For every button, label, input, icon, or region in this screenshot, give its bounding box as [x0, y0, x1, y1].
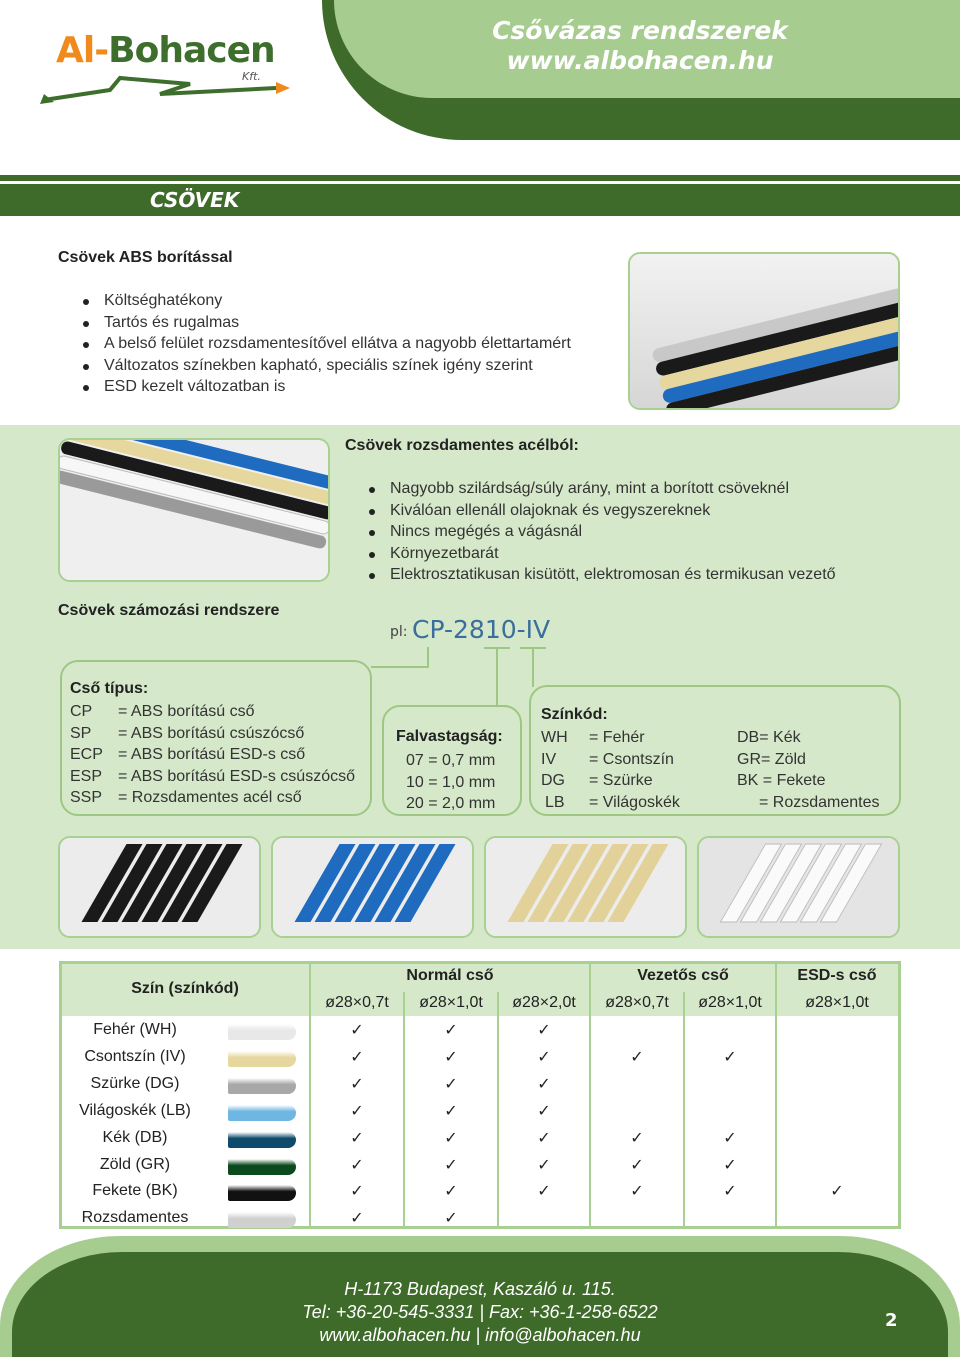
check-mark-icon: ✓ — [537, 1100, 551, 1120]
table-subcol-header: ø28×0,7t — [605, 994, 669, 1011]
check-mark-icon: ✓ — [537, 1046, 551, 1066]
table-divider — [497, 992, 499, 1226]
footer-web[interactable]: www.albohacen.hu | info@albohacen.hu — [319, 1325, 641, 1345]
numbering-heading: Csövek számozási rendszere — [58, 602, 280, 619]
check-mark-icon: ✓ — [444, 1073, 458, 1093]
table-group-esd: ESD-s cső — [797, 967, 877, 984]
color-swatch — [228, 1078, 296, 1094]
pipe-type-heading: Cső típus: — [70, 680, 149, 697]
table-divider — [683, 992, 685, 1226]
check-mark-icon: ✓ — [444, 1154, 458, 1174]
table-group-guide: Vezetős cső — [637, 967, 729, 984]
list-item: LB = Világoskék — [545, 793, 680, 811]
connector-line — [496, 647, 498, 705]
header-website-link[interactable]: www.albohacen.hu — [506, 46, 774, 75]
wall-thickness-box — [382, 705, 522, 816]
list-item: 07 = 0,7 mm — [406, 752, 496, 769]
list-item: ESP = ABS borítású ESD-s csúszócső — [70, 767, 355, 785]
table-subcol-header: ø28×0,7t — [325, 994, 389, 1011]
black-tubes-image — [58, 836, 261, 938]
check-mark-icon: ✓ — [350, 1208, 364, 1228]
color-availability-table — [59, 961, 901, 1229]
list-item: Költséghatékony — [80, 290, 571, 312]
check-mark-icon: ✓ — [537, 1154, 551, 1174]
footer-address: H-1173 Budapest, Kaszáló u. 115. — [344, 1279, 616, 1299]
color-swatch — [228, 1212, 296, 1228]
list-item: BK = Fekete — [737, 772, 826, 789]
table-row-label: Kék (DB) — [102, 1128, 168, 1146]
example-prefix: pl: — [390, 624, 408, 640]
list-item: GR= Zöld — [737, 750, 806, 768]
table-row-label: Fehér (WH) — [93, 1021, 177, 1038]
ivory-tubes-image — [484, 836, 687, 938]
check-mark-icon: ✓ — [630, 1154, 644, 1174]
table-subcol-header: ø28×1,0t — [805, 994, 869, 1011]
table-row-label: Fekete (BK) — [92, 1182, 178, 1200]
logo-bohacen: Bohacen — [108, 30, 275, 71]
header-title — [440, 16, 840, 76]
check-mark-icon: ✓ — [350, 1100, 364, 1120]
check-mark-icon: ✓ — [630, 1046, 644, 1066]
page-number: 2 — [885, 1310, 898, 1331]
check-mark-icon: ✓ — [444, 1020, 458, 1039]
check-mark-icon: ✓ — [350, 1046, 364, 1066]
check-mark-icon: ✓ — [444, 1046, 458, 1066]
list-item: SSP = Rozsdamentes acél cső — [70, 789, 302, 806]
table-row-label: Csontszín (IV) — [84, 1047, 186, 1065]
check-mark-icon: ✓ — [444, 1127, 458, 1147]
check-mark-icon: ✓ — [444, 1100, 458, 1120]
wall-thickness-heading: Falvastagság: — [396, 728, 503, 745]
list-item: Környezetbarát — [366, 543, 836, 565]
footer-contact — [280, 1278, 680, 1347]
table-divider — [403, 992, 405, 1226]
table-color-header: Szín (színkód) — [131, 980, 239, 997]
list-item: CP = ABS borítású cső — [70, 703, 255, 720]
list-item: DG = Szürke — [541, 772, 653, 789]
list-item: ESD kezelt változatban is — [80, 376, 571, 398]
check-mark-icon: ✓ — [350, 1181, 364, 1201]
check-mark-icon: ✓ — [537, 1020, 551, 1039]
check-mark-icon: ✓ — [723, 1046, 737, 1066]
table-subcol-header: ø28×1,0t — [419, 994, 483, 1011]
connector-line — [520, 647, 546, 649]
color-code-box — [529, 685, 901, 816]
connector-line — [484, 647, 510, 649]
list-item: DB= Kék — [737, 729, 801, 746]
list-item: A belső felület rozsdamentesítővel ellátva a nagyobb élettartamért — [80, 333, 571, 355]
list-item: Kiválóan ellenáll olajoknak és vegyszereknek — [366, 500, 836, 522]
check-mark-icon: ✓ — [630, 1181, 644, 1201]
list-item: SP = ABS borítású csúszócső — [70, 724, 305, 742]
check-mark-icon: ✓ — [350, 1154, 364, 1174]
logo-al: Al- — [56, 30, 109, 71]
pipe-type-box — [60, 660, 372, 816]
color-swatch — [228, 1185, 296, 1201]
list-item: ECP = ABS borítású ESD-s cső — [70, 746, 306, 763]
footer-phone: Tel: +36-20-545-3331 | Fax: +36-1-258-6522 — [302, 1302, 658, 1322]
check-mark-icon: ✓ — [350, 1073, 364, 1093]
list-item: 20 = 2,0 mm — [406, 795, 496, 812]
company-logo — [40, 22, 290, 112]
list-item: = Rozsdamentes — [759, 793, 880, 811]
color-code-heading: Színkód: — [541, 706, 608, 723]
list-item: Változatos színekben kapható, speciális színek igény szerint — [80, 355, 571, 377]
list-item: Tartós és rugalmas — [80, 312, 571, 334]
check-mark-icon: ✓ — [630, 1127, 644, 1147]
abs-heading: Csövek ABS borítással — [58, 249, 233, 266]
list-item: Nincs megégés a vágásnál — [366, 521, 836, 543]
abs-bullet-list — [80, 290, 571, 398]
section-band-line — [0, 175, 960, 181]
table-row-label: Rozsdamentes — [81, 1209, 189, 1227]
list-item: IV = Csontszín — [541, 750, 674, 768]
check-mark-icon: ✓ — [723, 1154, 737, 1174]
list-item: 10 = 1,0 mm — [406, 773, 496, 791]
steel-heading: Csövek rozsdamentes acélból: — [345, 437, 579, 454]
check-mark-icon: ✓ — [537, 1073, 551, 1093]
check-mark-icon: ✓ — [444, 1208, 458, 1228]
example-code: CP-2810-IV — [412, 615, 551, 644]
color-swatch — [228, 1024, 296, 1040]
abs-tubes-image — [628, 252, 900, 410]
color-swatch — [228, 1159, 296, 1175]
table-row-label: Világoskék (LB) — [79, 1101, 191, 1119]
color-swatch — [228, 1051, 296, 1067]
connector-line — [532, 647, 534, 687]
section-band — [0, 184, 960, 216]
table-row-label: Zöld (GR) — [99, 1155, 171, 1173]
table-subcol-header: ø28×1,0t — [698, 994, 762, 1011]
check-mark-icon: ✓ — [537, 1127, 551, 1147]
table-row-label: Szürke (DG) — [90, 1074, 180, 1092]
check-mark-icon: ✓ — [723, 1127, 737, 1147]
check-mark-icon: ✓ — [444, 1181, 458, 1201]
table-subcol-header: ø28×2,0t — [512, 994, 576, 1011]
white-tubes-image — [697, 836, 900, 938]
connector-line — [427, 647, 429, 667]
table-group-normal: Normál cső — [406, 967, 494, 984]
check-mark-icon: ✓ — [723, 1181, 737, 1201]
steel-bullet-list — [366, 478, 836, 586]
header-title-line1: Csővázas rendszerek — [492, 16, 788, 45]
steel-tubes-image — [58, 438, 330, 582]
list-item: Elektrosztatikusan kisütött, elektromosan és termikusan vezető — [366, 564, 836, 586]
color-swatch — [228, 1132, 296, 1148]
list-item: Nagyobb szilárdság/súly arány, mint a borított csöveknél — [366, 478, 836, 500]
check-mark-icon: ✓ — [350, 1020, 364, 1039]
list-item: WH = Fehér — [541, 729, 645, 746]
section-title: CSÖVEK — [150, 188, 240, 212]
check-mark-icon: ✓ — [537, 1181, 551, 1201]
check-mark-icon: ✓ — [830, 1181, 844, 1201]
color-swatch — [228, 1105, 296, 1121]
blue-tubes-image — [271, 836, 474, 938]
logo-kft: Kft. — [242, 70, 261, 83]
connector-line — [371, 666, 429, 668]
check-mark-icon: ✓ — [350, 1127, 364, 1147]
